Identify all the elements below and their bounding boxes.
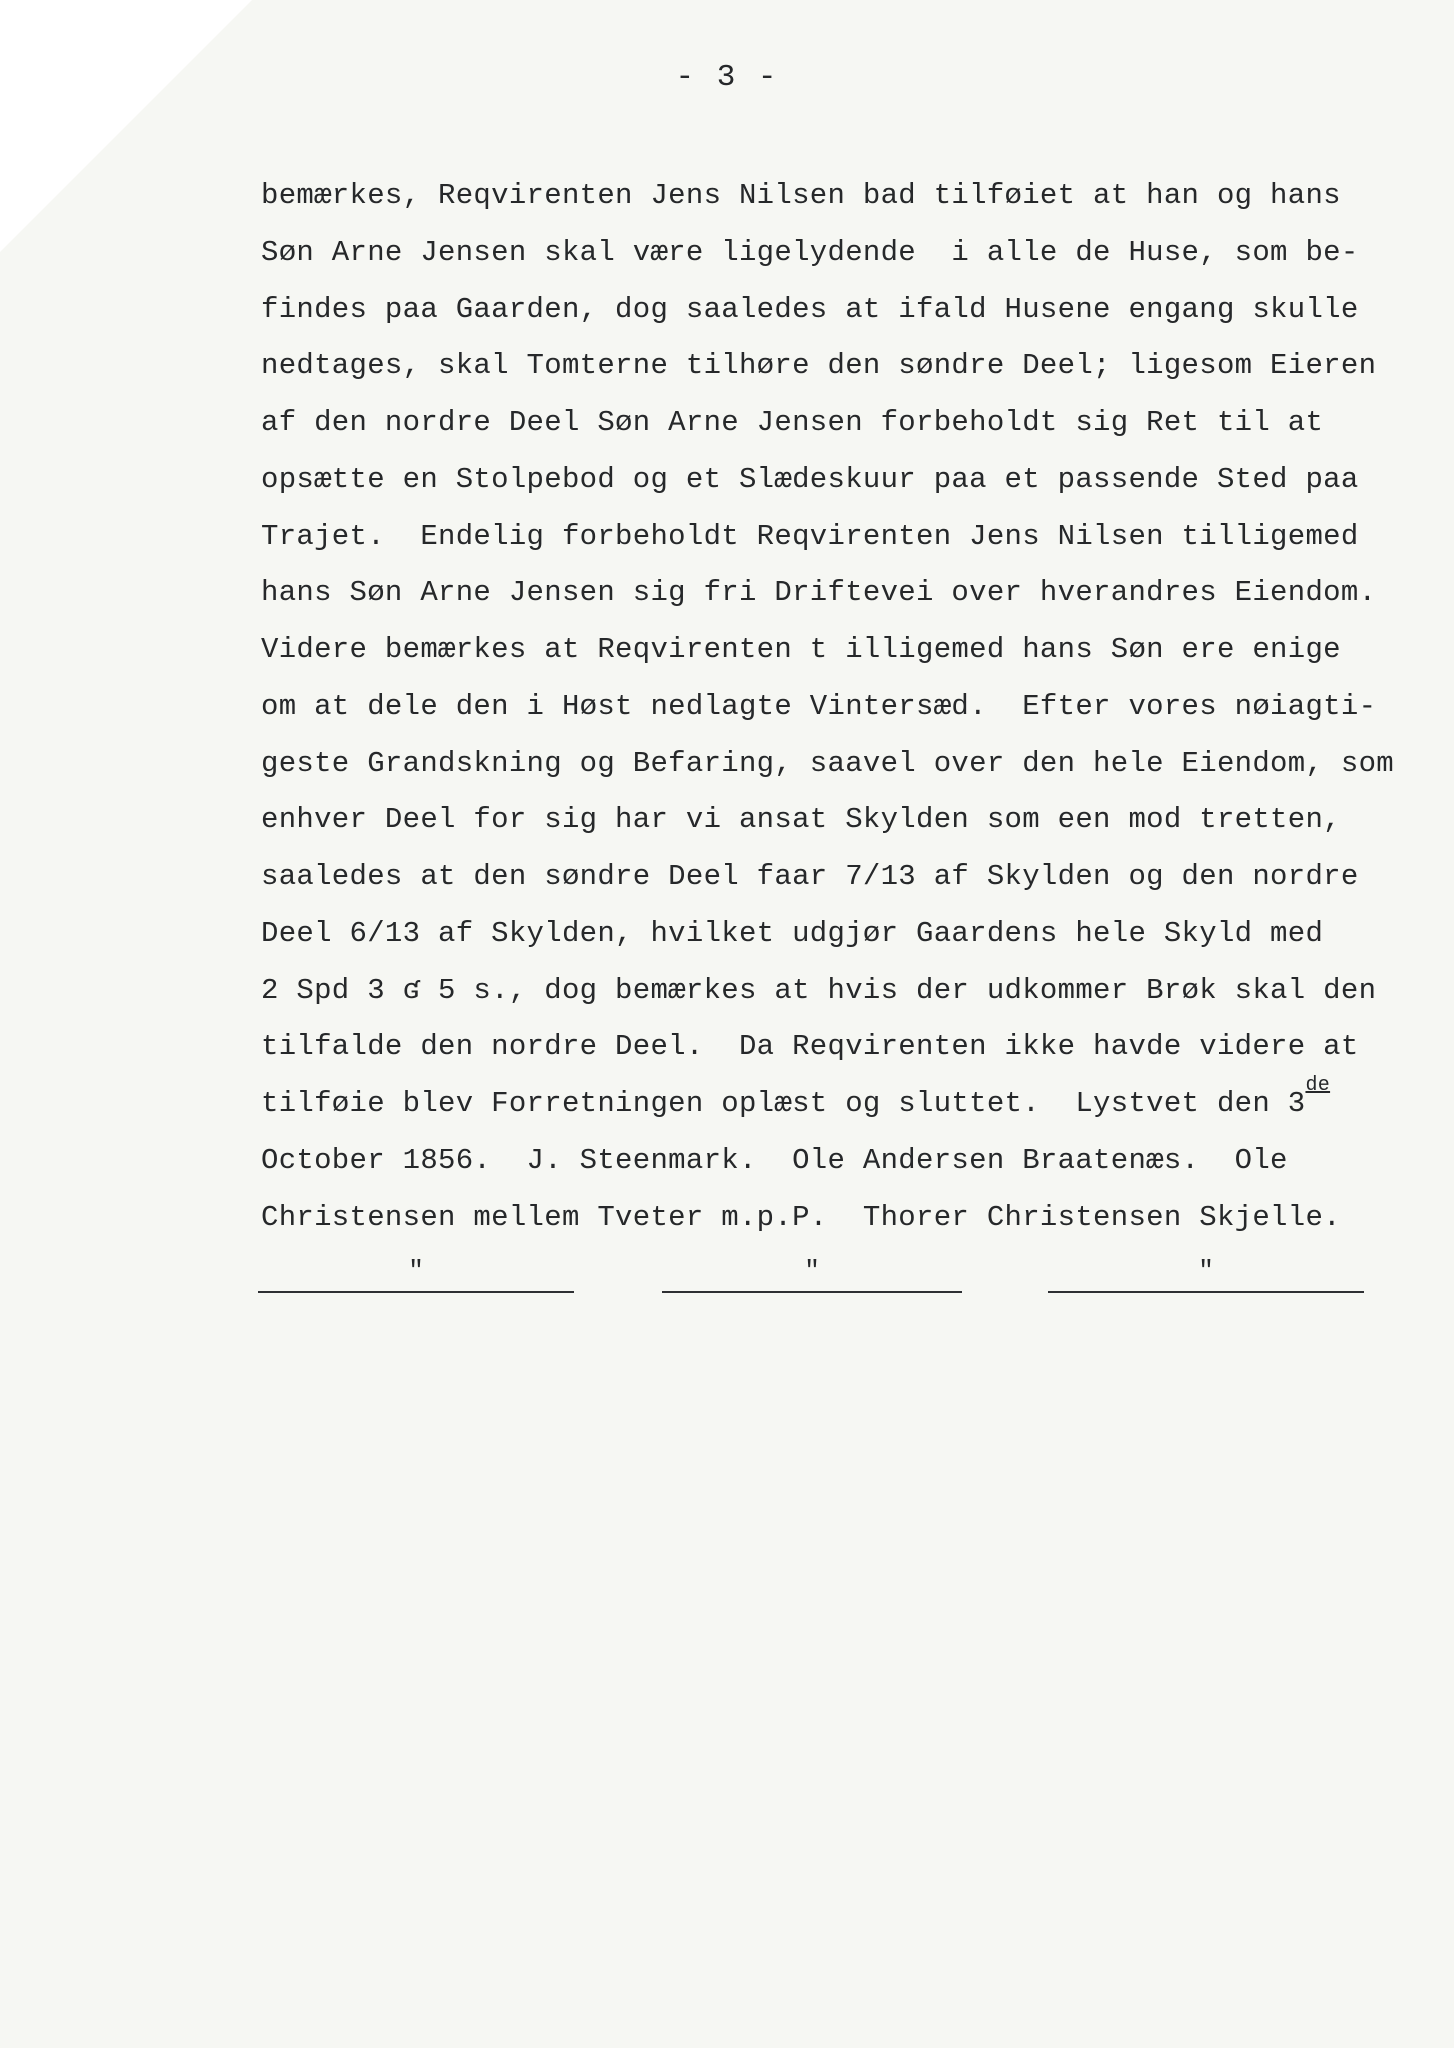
text-line: saaledes at den søndre Deel faar 7/13 af Skylden og den nordre [261, 860, 1359, 893]
text-line: tilføie blev Forretningen oplæst og sluttet. Lystvet den 3 [261, 1087, 1306, 1120]
text-line: Deel 6/13 af Skylden, hvilket udgjør Gaardens hele Skyld med [261, 916, 1324, 950]
signature-line: " [662, 1255, 962, 1293]
text-line: geste Grandskning og Befaring, saavel over den hele Eiendom, som [261, 746, 1394, 780]
text-line: tilfalde den nordre Deel. Da Reqvirenten ikke havde videre at [261, 1030, 1359, 1064]
text-line: enhver Deel for sig har vi ansat Skylden som een mod tretten, [261, 803, 1341, 837]
signature-line: " [1048, 1255, 1364, 1293]
text-line: hans Søn Arne Jensen sig fri Driftevei over hverandres Eiendom. [261, 576, 1377, 610]
text-line: Christensen mellem Tveter m.p.P. Thorer Christensen Skjelle. [261, 1200, 1341, 1234]
signature-lines [0, 1255, 1454, 1295]
text-line: om at dele den i Høst nedlagte Vintersæd. Efter vores nøiagti- [261, 689, 1377, 723]
text-line: nedtages, skal Tomterne tilhøre den søndre Deel; ligesom Eieren [261, 349, 1377, 383]
text-line: Trajet. Endelig forbeholdt Reqvirenten Jens Nilsen tilligemed [261, 519, 1359, 553]
text-line: opsætte en Stolpebod og et Slædeskuur paa et passende Sted paa [261, 462, 1359, 496]
text-line: bemærkes, Reqvirenten Jens Nilsen bad tilføiet at han og hans [261, 179, 1341, 212]
text-line: Søn Arne Jensen skal være ligelydende i alle de Huse, som be- [261, 235, 1359, 269]
text-line: October 1856. J. Steenmark. Ole Andersen Braatenæs. Ole [261, 1143, 1288, 1177]
text-line: findes paa Gaarden, dog saaledes at ifald Husene engang skulle [261, 292, 1359, 326]
signature-line: " [258, 1255, 574, 1293]
cut-corner [0, 0, 252, 252]
text-line-with-date [261, 1076, 1371, 1133]
text-line: 2 Spd 3 ʛ 5 s., dog bemærkes at hvis der udkommer Brøk skal den [261, 973, 1377, 1007]
text-line: Videre bemærkes at Reqvirenten t illigemed hans Søn ere enige [261, 633, 1341, 666]
document-body [261, 168, 1394, 1246]
date-superscript: de [1305, 1074, 1331, 1098]
page-number: - 3 - [675, 60, 779, 95]
text-line: af den nordre Deel Søn Arne Jensen forbeholdt sig Ret til at [261, 406, 1324, 439]
